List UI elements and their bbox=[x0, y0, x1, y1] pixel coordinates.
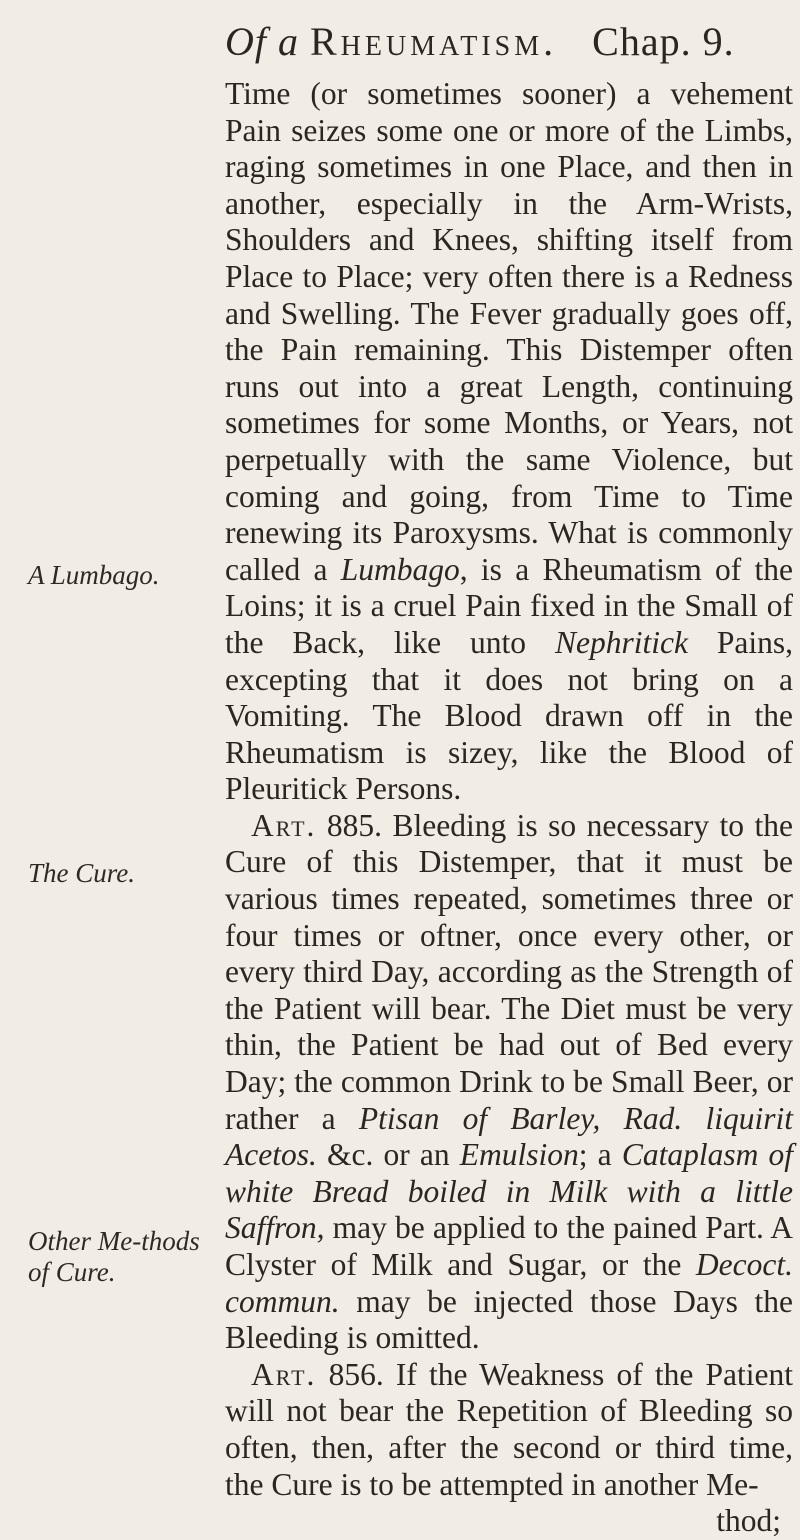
italic-term-ptisan: Ptisan of Barley, Rad. liquirit Acetos. bbox=[225, 1100, 793, 1173]
text-segment: ; a bbox=[578, 1137, 622, 1173]
body-text bbox=[225, 76, 793, 1540]
running-head-title: Rheumatism. bbox=[310, 19, 558, 64]
paragraph-art-856 bbox=[225, 1357, 793, 1503]
italic-term-emulsion: Emulsion bbox=[459, 1137, 579, 1173]
italic-term-nephritick: Nephritick bbox=[554, 624, 688, 660]
text-segment: 856. If the Weakness of the Patient will not bear the Repetition of Bleeding so often, then, after the second or third time, the Cure is to be attempted in another Me- bbox=[225, 1356, 793, 1502]
text-segment: Pains, excepting that it does not bring on a Vomiting. The Blood drawn off in the Rheumatism is sizey, like the Blood of Pleuritick Persons. bbox=[225, 624, 793, 807]
italic-term-decoct: Decoct. commun. bbox=[225, 1247, 793, 1319]
article-label: Art. bbox=[251, 807, 317, 843]
margin-note-cure: The Cure. bbox=[28, 858, 135, 888]
running-head-of: Of a bbox=[225, 19, 299, 64]
paragraph-art-885 bbox=[225, 808, 793, 1357]
paragraph-symptoms bbox=[225, 76, 793, 808]
running-head-chapter: Chap. 9. bbox=[592, 19, 735, 64]
article-label: Art. bbox=[251, 1356, 317, 1392]
italic-term-lumbago: Lumbago bbox=[340, 551, 460, 587]
text-segment: Time (or sometimes sooner) a vehement Pain seizes some one or more of the Limbs, raging sometimes in one Place, and then in another, especially in the Arm-Wrists, Shoulders and Knees, shifting itself from Place to Place; very often there is a Redness and Swelling. The Fever gradually goes off, the Pain remaining. This Distemper often runs out into a great Length, continuing sometimes for some Months, or Years, not perpetually with the same Violence, but coming and going, from Time to Time renewing its Paroxysms. What is commonly called a bbox=[225, 76, 793, 587]
running-head bbox=[225, 18, 785, 65]
margin-note-other-methods: Other Me-thods of Cure. bbox=[28, 1226, 200, 1287]
text-segment: , is a Rheumatism of the Loins; it is a cruel Pain fixed in the Small of the Back, like unto bbox=[225, 551, 794, 660]
catchword: thod; bbox=[716, 1503, 781, 1539]
text-segment: may be injected those Days the Bleeding is omitted. bbox=[225, 1283, 793, 1356]
italic-term-cataplasm: Cataplasm of white Bread boiled in Milk with a little Saffron, bbox=[225, 1137, 793, 1246]
margin-note-lumbago: A Lumbago. bbox=[28, 560, 160, 590]
text-segment: &c. or an bbox=[316, 1137, 460, 1173]
text-segment: 885. Bleeding is so necessary to the Cure of this Distemper, that it must be various times repeated, sometimes three or four times or oftner, once every other, or every third Day, according as the Strength of the Patient will bear. The Diet must be very thin, the Patient be had out of Bed every Day; the common Drink to be Small Beer, or rather a bbox=[225, 807, 793, 1136]
text-segment: may be applied to the pained Part. A Clyster of Milk and Sugar, or the bbox=[225, 1210, 793, 1282]
